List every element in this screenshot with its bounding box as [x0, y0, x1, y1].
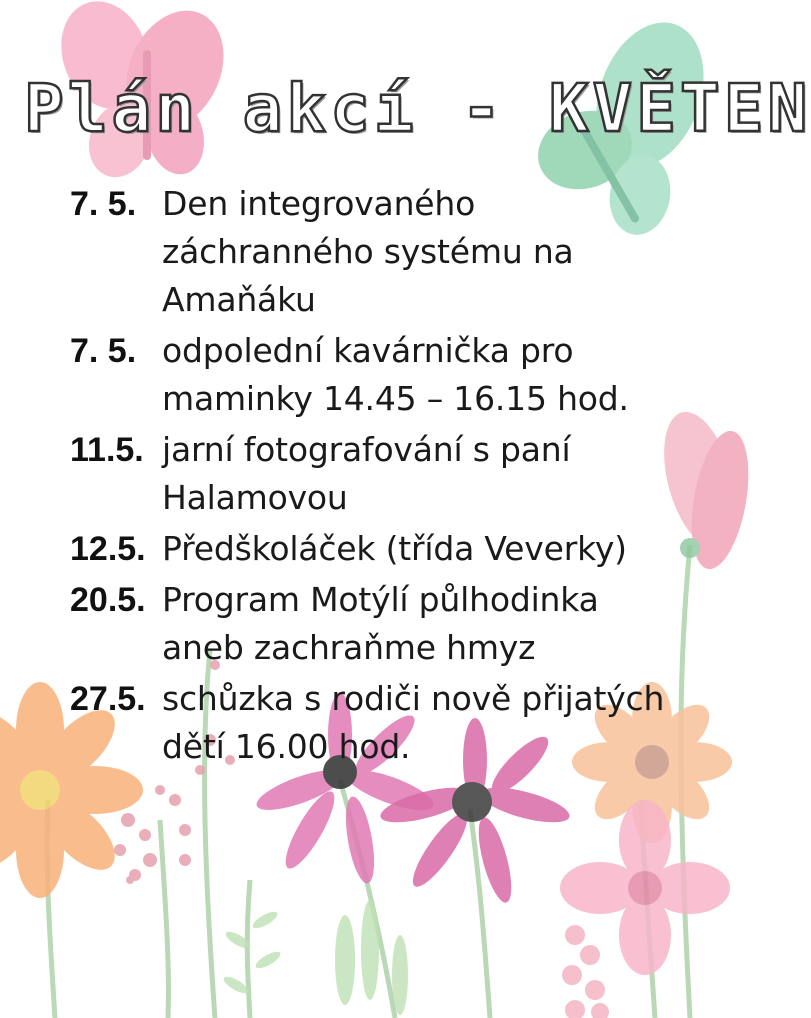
event-date: 27.5. [70, 680, 146, 718]
event-item [70, 327, 710, 423]
event-text-line: Den integrovaného [162, 184, 476, 223]
event-text-line: dětí 16.00 hod. [162, 727, 411, 766]
event-item [70, 426, 710, 522]
event-text-line: záchranného systému na [162, 232, 574, 271]
event-date: 12.5. [70, 530, 146, 568]
event-text-line: Halamovou [162, 478, 348, 517]
event-date: 11.5. [70, 431, 144, 469]
event-date: 20.5. [70, 581, 146, 619]
page-title: Plán akcí - KVĚTEN [24, 70, 811, 147]
event-text-line: aneb zachraňme hmyz [162, 628, 536, 667]
event-text-line: maminky 14.45 – 16.15 hod. [162, 379, 629, 418]
event-text-line: Amaňáku [162, 280, 316, 319]
event-item [70, 180, 710, 324]
event-item [70, 576, 710, 672]
event-text-line: schůzka s rodiči nově přijatých [162, 679, 665, 718]
event-date: 7. 5. [70, 185, 137, 223]
event-text-line: Program Motýlí půlhodinka [162, 580, 599, 619]
event-text-line: odpolední kavárnička pro [162, 331, 574, 370]
event-item [70, 675, 710, 771]
event-text-line: jarní fotografování s paní [162, 430, 571, 469]
event-text-line: Předškoláček (třída Veverky) [162, 529, 627, 568]
event-item [70, 525, 710, 573]
event-list [70, 180, 710, 774]
event-date: 7. 5. [70, 332, 137, 370]
pink-hyacinth-icon [562, 925, 609, 1018]
